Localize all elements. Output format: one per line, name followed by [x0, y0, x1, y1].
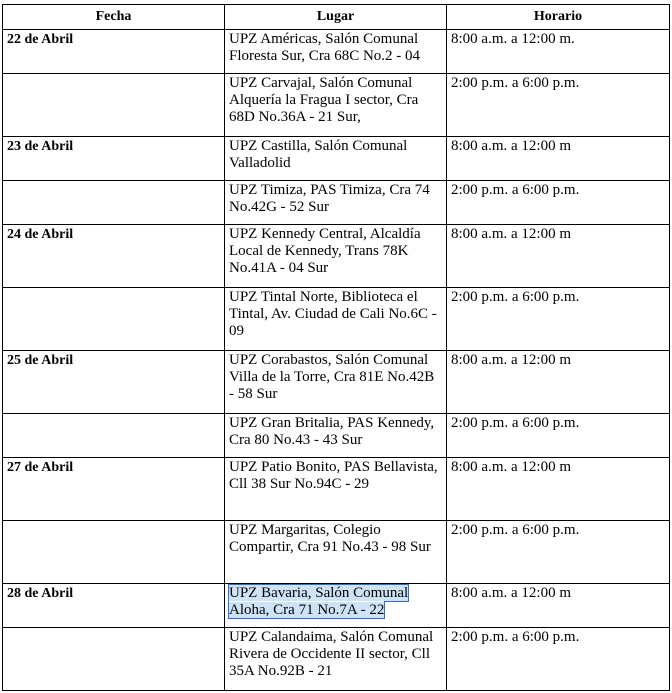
fecha-cell: [3, 288, 225, 351]
horario-cell[interactable]: 8:00 a.m. a 12:00 m: [447, 584, 670, 628]
horario-cell[interactable]: 2:00 p.m. a 6:00 p.m.: [447, 181, 670, 225]
fecha-cell: [3, 521, 225, 584]
table-row: [3, 137, 670, 181]
lugar-cell[interactable]: UPZ Gran Britalia, PAS Kennedy, Cra 80 No.43 - 43 Sur: [225, 414, 447, 458]
fecha-cell: 23 de Abril: [3, 137, 225, 181]
fecha-cell: 28 de Abril: [3, 584, 225, 628]
fecha-cell: [3, 414, 225, 458]
header-row: [3, 5, 670, 30]
lugar-cell[interactable]: UPZ Patio Bonito, PAS Bellavista, Cll 38 Sur No.94C - 29: [225, 458, 447, 521]
table-row: [3, 288, 670, 351]
horario-cell[interactable]: 8:00 a.m. a 12:00 m.: [447, 30, 670, 74]
lugar-cell[interactable]: UPZ Calandaima, Salón Comunal Rivera de Occidente II sector, Cll 35A No.92B - 21: [225, 628, 447, 691]
horario-cell[interactable]: 2:00 p.m. a 6:00 p.m.: [447, 628, 670, 691]
table-row: [3, 414, 670, 458]
horario-cell[interactable]: 8:00 a.m. a 12:00 m: [447, 225, 670, 288]
lugar-cell[interactable]: UPZ Corabastos, Salón Comunal Villa de la Torre, Cra 81E No.42B - 58 Sur: [225, 351, 447, 414]
fecha-cell: 25 de Abril: [3, 351, 225, 414]
fecha-cell: [3, 181, 225, 225]
lugar-cell[interactable]: UPZ Américas, Salón Comunal Floresta Sur, Cra 68C No.2 - 04: [225, 30, 447, 74]
horario-cell[interactable]: 2:00 p.m. a 6:00 p.m.: [447, 414, 670, 458]
fecha-cell: 27 de Abril: [3, 458, 225, 521]
horario-cell[interactable]: 2:00 p.m. a 6:00 p.m.: [447, 288, 670, 351]
horario-cell[interactable]: 2:00 p.m. a 6:00 p.m.: [447, 74, 670, 137]
lugar-cell[interactable]: UPZ Tintal Norte, Biblioteca el Tintal, Av. Ciudad de Cali No.6C - 09: [225, 288, 447, 351]
fecha-cell: [3, 74, 225, 137]
fecha-cell: 24 de Abril: [3, 225, 225, 288]
fecha-cell: 22 de Abril: [3, 30, 225, 74]
lugar-cell[interactable]: UPZ Castilla, Salón Comunal Valladolid: [225, 137, 447, 181]
table-row: [3, 225, 670, 288]
header-fecha: Fecha: [3, 5, 225, 30]
table-row: [3, 584, 670, 628]
schedule-table: [2, 4, 670, 691]
horario-cell[interactable]: 8:00 a.m. a 12:00 m: [447, 137, 670, 181]
lugar-cell-selected[interactable]: [225, 584, 447, 628]
table-row: [3, 521, 670, 584]
table-row: [3, 181, 670, 225]
lugar-cell[interactable]: UPZ Margaritas, Colegio Compartir, Cra 91 No.43 - 98 Sur: [225, 521, 447, 584]
selected-text[interactable]: UPZ Bavaria, Salón Comunal Aloha, Cra 71 No.7A - 22: [229, 585, 409, 618]
table-row: [3, 74, 670, 137]
header-lugar: Lugar: [225, 5, 447, 30]
lugar-cell[interactable]: UPZ Kennedy Central, Alcaldía Local de Kennedy, Trans 78K No.41A - 04 Sur: [225, 225, 447, 288]
horario-cell[interactable]: 8:00 a.m. a 12:00 m: [447, 458, 670, 521]
fecha-cell: [3, 628, 225, 691]
table-row: [3, 30, 670, 74]
horario-cell[interactable]: 2:00 p.m. a 6:00 p.m.: [447, 521, 670, 584]
header-horario: Horario: [447, 5, 670, 30]
table-row: [3, 351, 670, 414]
table-row: [3, 458, 670, 521]
lugar-cell[interactable]: UPZ Carvajal, Salón Comunal Alquería la Fragua I sector, Cra 68D No.36A - 21 Sur,: [225, 74, 447, 137]
lugar-cell[interactable]: UPZ Timiza, PAS Timiza, Cra 74 No.42G - 52 Sur: [225, 181, 447, 225]
horario-cell[interactable]: 8:00 a.m. a 12:00 m: [447, 351, 670, 414]
table-row: [3, 628, 670, 691]
